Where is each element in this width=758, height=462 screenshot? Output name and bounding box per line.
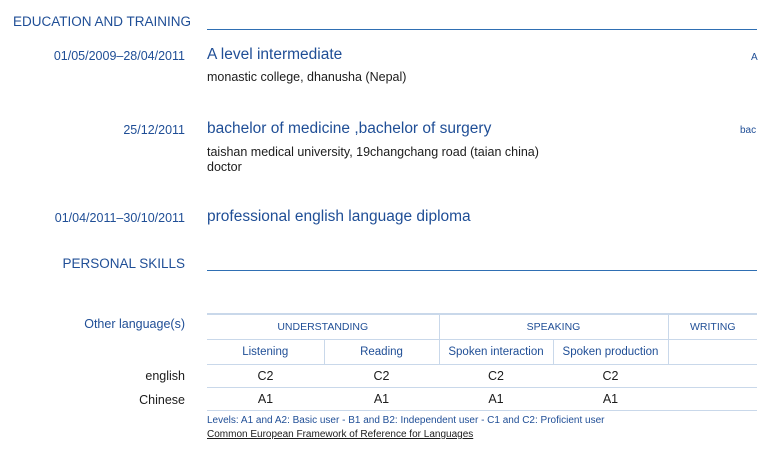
entry-1-title: A level intermediate	[207, 46, 343, 63]
entry-2-title: bachelor of medicine ,bachelor of surgery	[207, 120, 492, 137]
language-name-chinese: Chinese	[139, 393, 185, 407]
chinese-spoken-production: A1	[553, 388, 668, 411]
entry-2-date: 25/12/2011	[123, 123, 185, 137]
personal-skills-rule	[207, 270, 757, 271]
spoken-interaction-header: Spoken interaction	[439, 340, 553, 365]
sub-header-row	[207, 340, 757, 365]
reading-header: Reading	[324, 340, 439, 365]
speaking-header: SPEAKING	[439, 314, 668, 340]
education-rule	[207, 29, 757, 30]
entry-3-title: professional english language diploma	[207, 208, 471, 225]
chinese-listening: A1	[207, 388, 324, 411]
entry-2-institution: taishan medical university, 19changchang road (taian china)	[207, 145, 539, 159]
chinese-writing	[668, 388, 757, 411]
english-writing	[668, 365, 757, 388]
chinese-spoken-interaction: A1	[439, 388, 553, 411]
spoken-production-header: Spoken production	[553, 340, 668, 365]
language-row-chinese	[207, 388, 757, 411]
english-reading: C2	[324, 365, 439, 388]
language-skills-table	[207, 313, 757, 411]
entry-2-cut-text: bac	[740, 125, 757, 136]
cefr-link[interactable]: Common European Framework of Reference for Languages	[207, 429, 474, 440]
writing-header: WRITING	[668, 314, 757, 340]
entry-1-cut-text: A	[751, 52, 758, 63]
levels-legend: Levels: A1 and A2: Basic user - B1 and B2: Independent user - C1 and C2: Proficient user	[207, 415, 605, 426]
understanding-header: UNDERSTANDING	[207, 314, 439, 340]
language-name-english: english	[145, 369, 185, 383]
entry-2-qualification: doctor	[207, 160, 242, 174]
writing-sub-header	[668, 340, 757, 365]
group-header-row	[207, 314, 757, 340]
english-spoken-interaction: C2	[439, 365, 553, 388]
entry-1-date: 01/05/2009–28/04/2011	[53, 49, 185, 63]
language-row-english	[207, 365, 757, 388]
personal-skills-heading: PERSONAL SKILLS	[62, 256, 185, 271]
entry-3-date: 01/04/2011–30/10/2011	[54, 211, 185, 225]
english-listening: C2	[207, 365, 324, 388]
english-spoken-production: C2	[553, 365, 668, 388]
education-heading: EDUCATION AND TRAINING	[13, 14, 192, 29]
chinese-reading: A1	[324, 388, 439, 411]
listening-header: Listening	[207, 340, 324, 365]
entry-1-institution: monastic college, dhanusha (Nepal)	[207, 70, 407, 84]
other-languages-label: Other language(s)	[84, 317, 185, 331]
